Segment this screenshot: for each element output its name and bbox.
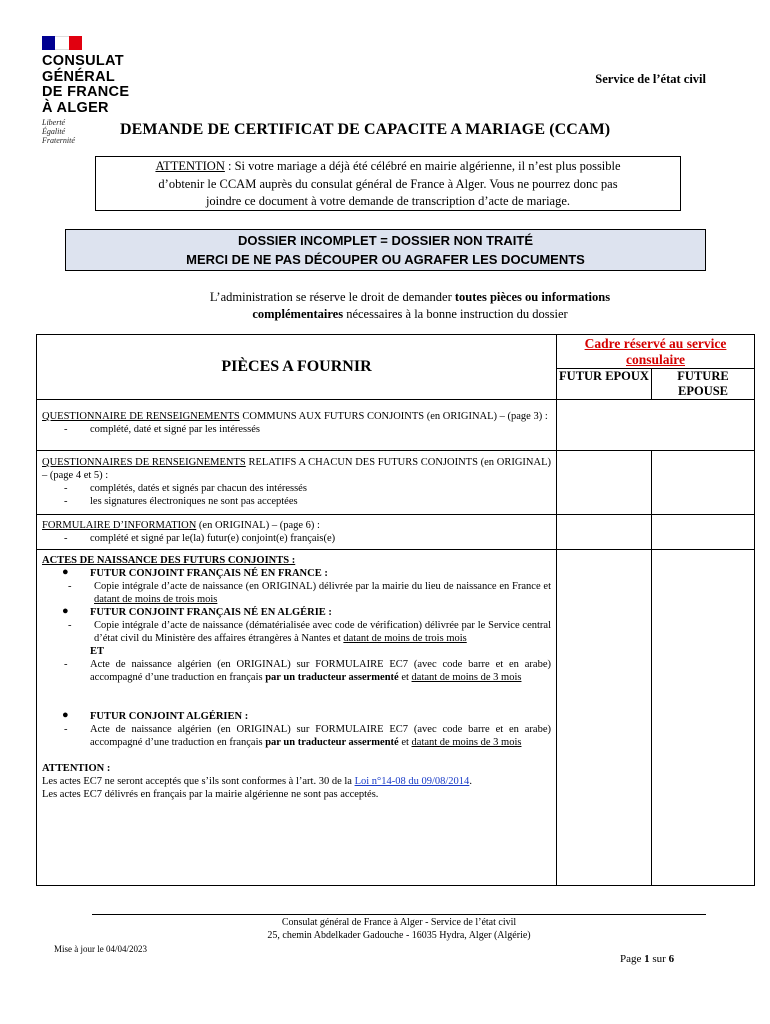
attention-label: ATTENTION [155,159,225,173]
footer-divider [92,914,706,915]
pieces-header: PIÈCES A FOURNIR [37,335,557,400]
admin-notice: L’administration se réserve le droit de demander toutes pièces ou informations complémentaires nécessaires à la bonne instruction du dossier [209,290,611,321]
footer-address: Consulat général de France à Alger - Service de l’état civil 25, chemin Abdelkader Gadouche - 16035 Hydra, Alger (Algérie) [267,917,531,941]
checkbox-epouse-row3[interactable] [652,515,755,550]
checkbox-epouse-row4[interactable] [652,550,755,886]
col-future-epouse: FUTURE EPOUSE [652,369,755,400]
row-questionnaires-chacun: QUESTIONNAIRES DE RENSEIGNEMENTS RELATIFS A CHACUN DES FUTURS CONJOINTS (en ORIGINAL) – (page 4 et 5) : - complétés, datés et signés par chacun des intéressés - les signatures électroniques ne sont pas acceptées [37,451,557,515]
republique-flag-logo [42,36,82,50]
page-number: Page 1 sur 6 [620,953,675,965]
pieces-table [36,334,755,886]
dossier-warning-box: DOSSIER INCOMPLET = DOSSIER NON TRAITÉ MERCI DE NE PAS DÉCOUPER OU AGRAFER LES DOCUMENTS [65,229,706,271]
checkbox-epoux-row2[interactable] [557,451,652,515]
service-label: Service de l’état civil [595,72,706,86]
bullet-icon: ● [62,709,69,721]
bullet-icon: ● [62,605,69,617]
update-date: Mise à jour le 04/04/2023 [54,944,147,954]
cadre-reserve-header: Cadre réservé au service consulaire [557,335,755,369]
row-actes-naissance: ACTES DE NAISSANCE DES FUTURS CONJOINTS : ● FUTUR CONJOINT FRANÇAIS NÉ EN FRANCE : - Copie intégrale d’acte de naissance (en ORIGINAL) délivrée par la mairie du lieu de naissance en France et datant de moins de trois mois ● FUTUR CONJOINT FRANÇAIS NÉ EN ALGÉRIE : - Copie intégrale d’acte de naissance (dématérialisée avec code de vérification) délivrée par le Service central d’état civil du Ministère des affaires étrangères à Nantes et datant de moins de trois mois ET - Acte de naissance algérien (en ORIGINAL) sur FORMULAIRE EC7 (avec code barre et en arabe) accompagné d’une traduction en français par un traducteur assermenté et datant de moins de 3 mois ● FUTUR CONJOINT ALGÉRIEN : - Acte de naissance algérien (en ORIGINAL) sur FORMULAIRE EC7 (avec code barre et en arabe) accompagné d’une traduction en français par un traducteur assermenté et datant de moins de 3 mois ATTENTION : Les actes EC7 ne seront acceptés que s’ils sont conformes à l’art. 30 de la Loi n°14-08 du 09/08/2014. Les actes EC7 délivrés en français par la mairie algérienne ne sont pas acceptés. [37,550,557,886]
col-futur-epoux: FUTUR EPOUX [557,369,652,400]
checkbox-cell-row1[interactable] [557,400,755,451]
devise: Liberté Égalité Fraternité [42,118,75,145]
checkbox-epoux-row4[interactable] [557,550,652,886]
row-formulaire-information: FORMULAIRE D’INFORMATION (en ORIGINAL) – (page 6) : - complété et signé par le(la) futur(e) conjoint(e) français(e) [37,515,557,550]
loi-link[interactable]: Loi n°14-08 du 09/08/2014 [354,776,470,787]
row-questionnaire-communs: QUESTIONNAIRE DE RENSEIGNEMENTS COMMUNS AUX FUTURS CONJOINTS (en ORIGINAL) – (page 3) : - complété, daté et signé par les intéressés [37,400,557,451]
checkbox-epoux-row3[interactable] [557,515,652,550]
attention-box: ATTENTION : Si votre mariage a déjà été célébré en mairie algérienne, il n’est plus possible d’obtenir le CCAM auprès du consulat général de France à Alger. Vous ne pourrez donc pas joindre ce document à votre demande de transcription d’acte de mariage. [95,156,681,211]
checkbox-epouse-row2[interactable] [652,451,755,515]
bullet-icon: ● [62,566,69,578]
consulat-logo-text: CONSULAT GÉNÉRAL DE FRANCE À ALGER [42,53,130,116]
document-title: DEMANDE DE CERTIFICAT DE CAPACITE A MARIAGE (CCAM) [120,121,611,138]
